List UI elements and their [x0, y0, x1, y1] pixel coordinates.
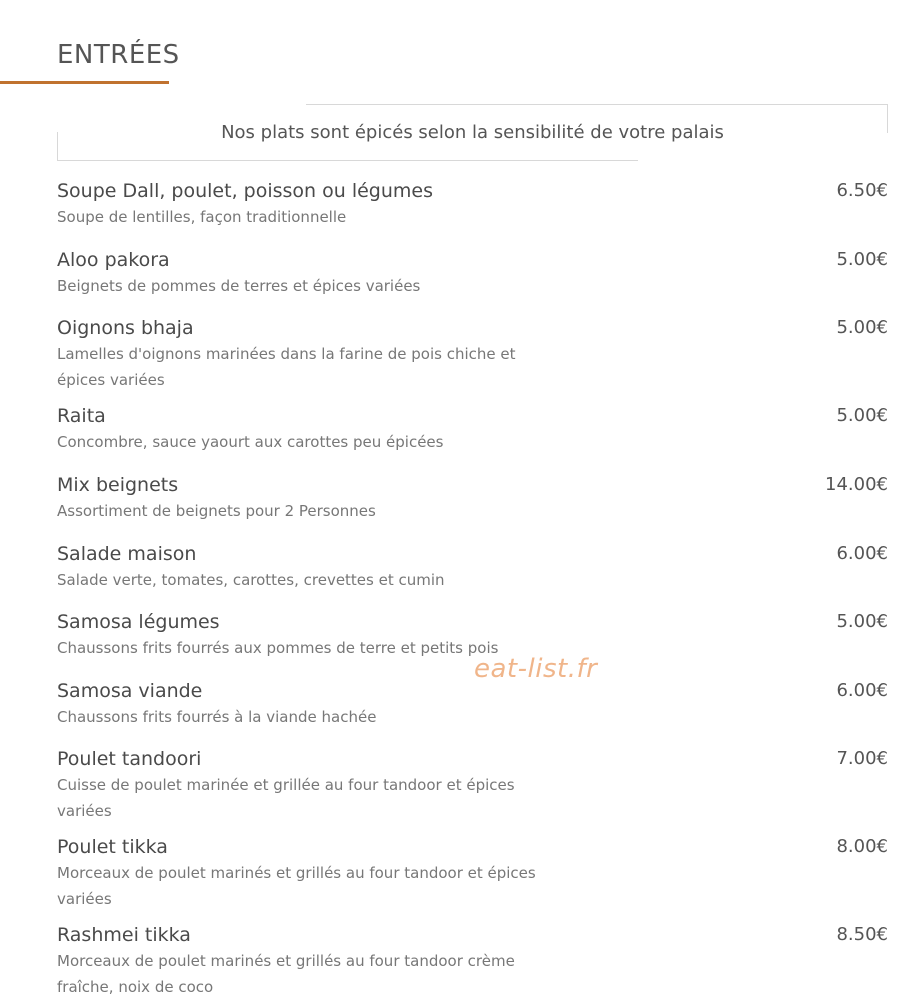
item-description: Chaussons frits fourrés aux pommes de terre et petits pois: [57, 639, 499, 657]
item-name: Poulet tandoori: [57, 748, 202, 770]
item-name: Rashmei tikka: [57, 924, 191, 946]
item-name: Aloo pakora: [57, 249, 170, 271]
menu-item-soupe-dall: [57, 178, 888, 230]
item-description: Salade verte, tomates, carottes, crevettes et cumin: [57, 571, 445, 589]
item-price: 6.00€: [836, 543, 888, 564]
item-description: Morceaux de poulet marinés et grillés au four tandoor et épices variées: [57, 864, 536, 908]
item-price: 6.00€: [836, 680, 888, 701]
item-price: 6.50€: [836, 180, 888, 201]
item-name: Salade maison: [57, 543, 197, 565]
menu-item-mix-beignets: [57, 472, 888, 524]
item-description: Soupe de lentilles, façon traditionnelle: [57, 208, 347, 226]
spice-notice: Nos plats sont épicés selon la sensibilité de votre palais: [221, 122, 724, 143]
item-price: 8.00€: [836, 836, 888, 857]
menu-item-poulet-tikka: [57, 834, 888, 912]
item-description: Cuisse de poulet marinée et grillée au four tandoor et épices variées: [57, 776, 515, 820]
item-price: 8.50€: [836, 924, 888, 945]
item-name: Oignons bhaja: [57, 317, 194, 339]
menu-item-rashmei-tikka: [57, 922, 888, 1000]
item-description: Chaussons frits fourrés à la viande hachée: [57, 708, 377, 726]
item-name: Raita: [57, 405, 106, 427]
menu-item-samosa-legumes: [57, 609, 888, 661]
menu-item-poulet-tandoori: [57, 746, 888, 824]
menu-item-aloo-pakora: [57, 247, 888, 299]
menu-item-oignons-bhaja: [57, 315, 888, 393]
item-price: 5.00€: [836, 317, 888, 338]
menu-item-samosa-viande: [57, 678, 888, 730]
menu-item-raita: [57, 403, 888, 455]
item-name: Samosa viande: [57, 680, 203, 702]
item-description: Morceaux de poulet marinés et grillés au four tandoor crème fraîche, noix de coco: [57, 952, 515, 996]
item-price: 5.00€: [836, 249, 888, 270]
item-price: 7.00€: [836, 748, 888, 769]
item-name: Poulet tikka: [57, 836, 168, 858]
item-description: Lamelles d'oignons marinées dans la farine de pois chiche et épices variées: [57, 345, 516, 389]
watermark: eat-list.fr: [474, 654, 598, 684]
item-price: 5.00€: [836, 405, 888, 426]
item-price: 5.00€: [836, 611, 888, 632]
item-description: Beignets de pommes de terres et épices variées: [57, 277, 421, 295]
item-name: Samosa légumes: [57, 611, 220, 633]
item-description: Concombre, sauce yaourt aux carottes peu épicées: [57, 433, 444, 451]
item-price: 14.00€: [825, 474, 888, 495]
section-title: ENTRÉES: [57, 40, 180, 70]
item-name: Soupe Dall, poulet, poisson ou légumes: [57, 180, 433, 202]
item-name: Mix beignets: [57, 474, 179, 496]
item-description: Assortiment de beignets pour 2 Personnes: [57, 502, 376, 520]
menu-item-salade-maison: [57, 541, 888, 593]
